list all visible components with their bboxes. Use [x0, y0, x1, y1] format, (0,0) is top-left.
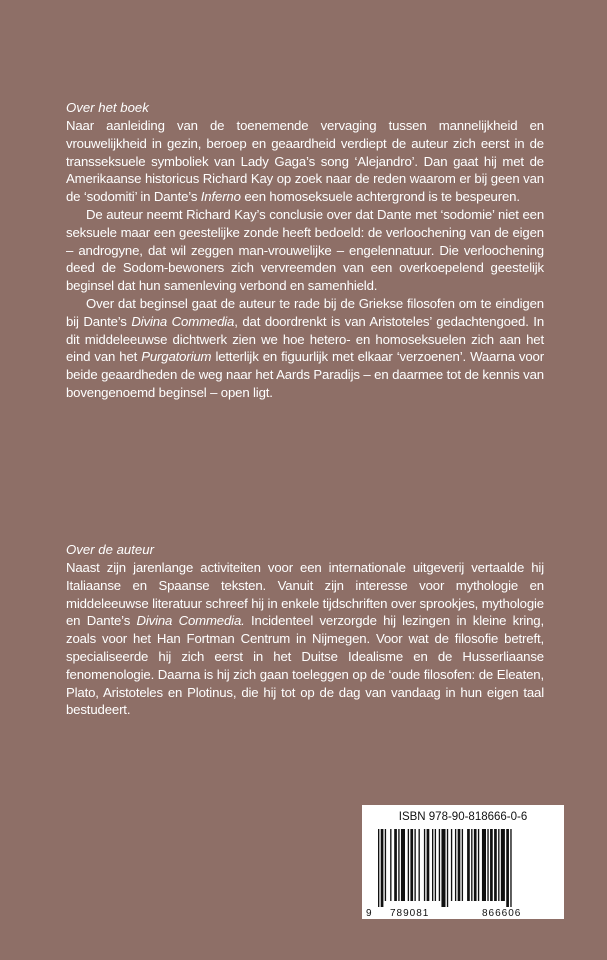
about-author-paragraph: Naast zijn jarenlange activiteiten voor een internationale uitgeverij vertaalde hij Italiaanse en Spaanse teksten. Vanuit zijn interesse voor mythologie en middeleeuwse literatuur schreef hij in enkele tijdschriften over sprookjes, mythologie en Dante’s Divina Commedia. Incidenteel verzorgde hij lezingen in kleine kring, zoals voor het Han Fortman Centrum in Nijmegen. Voor wat de filosofie betreft, specialiseerde hij zich eerst in het Duitse Idealisme en de Husserliaanse fenomenologie. Daarna is hij zich gaan toeleggen op de ‘oude filosofen: de Eleaten, Plato, Aristoteles en Plotinus, die hij tot op de dag van vandaag in hun eigen taal bestudeert. [66, 560, 544, 718]
barcode-bar [494, 829, 497, 901]
barcode-bar [408, 829, 409, 901]
barcode-bar [487, 829, 488, 901]
about-book-paragraph-3: Over dat beginsel gaat de auteur te rade bij de Griekse filosofen om te eindigen bij Dante’s Divina Commedia, dat doordrenkt is van Aristoteles’ gedachtengoed. In dit middeleeuwse dichtwerk zien we hoe hetero- en homoseksuelen zich aan het eind van het Purgatorium letterlijk en figuurlijk met elkaar ‘verzoenen’. Waarna voor beide geaardheden de weg naar het Aards Paradijs – en daarmee tot de kennis van bovengenoemd beginsel – open ligt. [66, 295, 545, 400]
barcode-bar [439, 829, 440, 901]
barcode-bar [419, 829, 420, 901]
barcode-bar [467, 829, 470, 901]
barcode-bar [482, 829, 486, 901]
about-book-paragraph-1: Naar aanleiding van de toenemende vervaging tussen mannelijkheid en vrouwelijkheid in gezin, beroep en geaardheid verdiept de auteur zich eerst in de transseksuele symboliek van Lady Gaga’s song ‘Alejandro’. Dan gaat hij met de Amerikaanse historicus Richard Kay op zoek naar de reden waarom er bij geen van de ‘sodomiti’ in Dante’s Inferno een homoseksuele achtergrond is te bespeuren. [66, 118, 544, 205]
about-author-section [66, 541, 544, 719]
barcode-bar [462, 829, 463, 901]
about-book-section [66, 99, 544, 402]
barcode-bar [501, 829, 505, 901]
barcode-bar [414, 829, 415, 901]
barcode-bar [458, 829, 461, 901]
barcode-bar [455, 829, 456, 901]
isbn-barcode [362, 805, 564, 919]
barcode-bar [498, 829, 499, 901]
barcode-bar [435, 829, 436, 901]
barcode-bar [447, 829, 448, 907]
barcode-bar [506, 829, 509, 907]
barcode-bar [471, 829, 472, 901]
barcode-bar [394, 829, 397, 901]
barcode-bar [381, 829, 384, 907]
barcode-bar [478, 829, 479, 901]
isbn-number: ISBN 978-90-818666-0-6 [398, 811, 528, 823]
barcode-bar [390, 829, 391, 901]
about-book-heading: Over het boek [66, 100, 149, 115]
barcode-digit-first: 9 [366, 908, 373, 919]
barcode-digits-left: 789081 [390, 908, 430, 919]
barcode-bar [401, 829, 405, 901]
barcode-bar [490, 829, 493, 901]
barcode-bar [451, 829, 452, 901]
about-author-heading: Over de auteur [66, 542, 154, 557]
barcode-bar [378, 829, 379, 907]
barcode-bar [398, 829, 399, 901]
barcode-bar [441, 829, 445, 907]
barcode-bar [432, 829, 433, 901]
barcode-bar [410, 829, 413, 901]
barcode-bar [427, 829, 430, 901]
barcode-bar [510, 829, 511, 907]
barcode-bar [424, 829, 425, 901]
about-book-paragraph-2: De auteur neemt Richard Kay’s conclusie over dat Dante met ‘sodomie’ niet een seksuele maar een geestelijke zonde heeft bedoeld: de verloochening van de eigen – androgyne, dat wil zeggen man-vrouwelijke – engelennatuur. Die verloochening deed de Sodom-bewoners zich vervreemden van een overkoepelend geestelijk beginsel dat hun samenleving verbond en samenhield. [66, 206, 544, 294]
barcode-digits-right: 866606 [482, 908, 522, 919]
barcode-bar [385, 829, 386, 901]
barcode-bar [474, 829, 477, 901]
barcode-bars [376, 829, 558, 907]
